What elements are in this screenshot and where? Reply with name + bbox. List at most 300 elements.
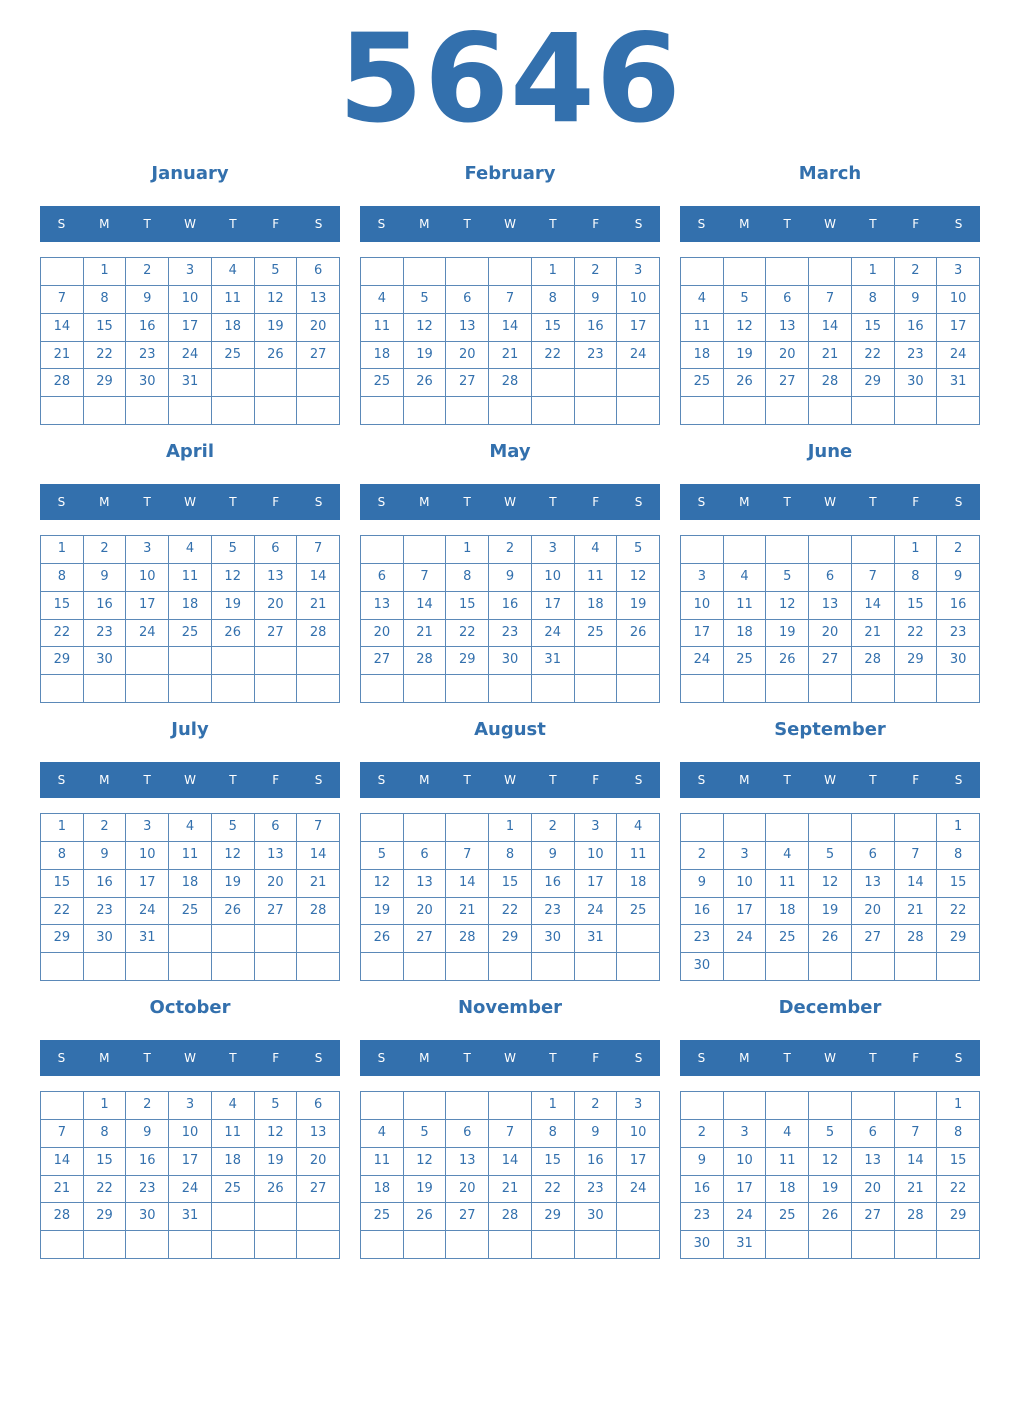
empty-cell	[297, 369, 340, 397]
day-grid	[680, 535, 980, 703]
day-cell: 24	[532, 620, 575, 648]
empty-cell	[404, 536, 447, 564]
day-cell: 25	[617, 898, 660, 926]
day-cell: 28	[852, 647, 895, 675]
day-cell: 3	[126, 536, 169, 564]
day-cell: 25	[361, 369, 404, 397]
day-cell: 24	[617, 342, 660, 370]
empty-cell	[84, 1231, 127, 1259]
day-grid	[360, 1091, 660, 1259]
empty-cell	[575, 397, 618, 425]
day-cell: 14	[489, 1148, 532, 1176]
day-cell: 17	[575, 870, 618, 898]
weekday-label: T	[783, 495, 791, 509]
day-cell: 17	[169, 314, 212, 342]
day-cell: 11	[766, 870, 809, 898]
month-name: February	[464, 163, 556, 184]
day-cell: 5	[255, 258, 298, 286]
day-cell: 29	[446, 647, 489, 675]
day-cell: 16	[575, 1148, 618, 1176]
empty-cell	[681, 397, 724, 425]
weekday-label: F	[272, 217, 280, 231]
day-grid	[680, 257, 980, 425]
day-cell: 18	[212, 1148, 255, 1176]
day-cell: 16	[84, 592, 127, 620]
empty-cell	[446, 1231, 489, 1259]
empty-cell	[617, 1231, 660, 1259]
day-cell: 28	[895, 1203, 938, 1231]
empty-cell	[404, 953, 447, 981]
day-cell: 24	[724, 925, 767, 953]
day-cell: 18	[575, 592, 618, 620]
day-cell: 5	[361, 842, 404, 870]
empty-cell	[361, 258, 404, 286]
day-cell: 19	[212, 870, 255, 898]
weekday-label: T	[869, 773, 877, 787]
empty-cell	[404, 1231, 447, 1259]
day-cell: 30	[895, 369, 938, 397]
day-cell: 26	[617, 620, 660, 648]
day-cell: 10	[169, 1120, 212, 1148]
empty-cell	[852, 1231, 895, 1259]
weekday-label: S	[57, 495, 66, 509]
weekday-label: F	[912, 495, 920, 509]
empty-cell	[937, 675, 980, 703]
day-cell: 21	[809, 342, 852, 370]
weekday-label: F	[912, 217, 920, 231]
day-cell: 4	[169, 814, 212, 842]
day-cell: 23	[575, 342, 618, 370]
empty-cell	[297, 397, 340, 425]
day-cell: 2	[126, 258, 169, 286]
day-cell: 12	[212, 842, 255, 870]
day-grid	[40, 1091, 340, 1259]
day-cell: 22	[446, 620, 489, 648]
day-cell: 21	[404, 620, 447, 648]
month-name: November	[457, 997, 563, 1018]
empty-cell	[937, 953, 980, 981]
weekday-label: M	[419, 217, 430, 231]
empty-cell	[809, 1092, 852, 1120]
empty-cell	[724, 1092, 767, 1120]
empty-cell	[681, 258, 724, 286]
day-cell: 10	[126, 842, 169, 870]
day-cell: 16	[532, 870, 575, 898]
day-cell: 22	[41, 898, 84, 926]
day-cell: 12	[404, 1148, 447, 1176]
day-cell: 11	[169, 564, 212, 592]
day-cell: 7	[489, 286, 532, 314]
day-cell: 2	[681, 842, 724, 870]
day-cell: 16	[489, 592, 532, 620]
empty-cell	[169, 647, 212, 675]
day-cell: 22	[532, 342, 575, 370]
empty-cell	[361, 953, 404, 981]
day-cell: 3	[575, 814, 618, 842]
day-cell: 8	[446, 564, 489, 592]
day-cell: 24	[937, 342, 980, 370]
day-cell: 7	[41, 286, 84, 314]
weekday-label: T	[229, 217, 237, 231]
empty-cell	[681, 675, 724, 703]
weekday-label: S	[954, 773, 963, 787]
weekday-label: T	[869, 1051, 877, 1065]
weekday-label: T	[783, 217, 791, 231]
day-cell: 21	[852, 620, 895, 648]
day-cell: 13	[361, 592, 404, 620]
day-cell: 28	[41, 1203, 84, 1231]
day-cell: 26	[404, 1203, 447, 1231]
weekday-label: W	[824, 495, 836, 509]
day-cell: 6	[766, 286, 809, 314]
day-cell: 25	[169, 620, 212, 648]
day-cell: 22	[84, 342, 127, 370]
day-cell: 24	[575, 898, 618, 926]
day-cell: 18	[212, 314, 255, 342]
empty-cell	[169, 953, 212, 981]
day-cell: 25	[575, 620, 618, 648]
day-cell: 18	[766, 898, 809, 926]
day-cell: 29	[532, 1203, 575, 1231]
day-cell: 23	[126, 342, 169, 370]
weekday-label: T	[143, 773, 151, 787]
empty-cell	[895, 953, 938, 981]
day-cell: 12	[404, 314, 447, 342]
day-cell: 5	[617, 536, 660, 564]
day-cell: 3	[126, 814, 169, 842]
empty-cell	[126, 953, 169, 981]
day-cell: 9	[575, 286, 618, 314]
empty-cell	[617, 369, 660, 397]
day-cell: 29	[937, 1203, 980, 1231]
day-cell: 23	[126, 1176, 169, 1204]
weekday-label: M	[419, 495, 430, 509]
day-cell: 16	[575, 314, 618, 342]
day-cell: 4	[212, 1092, 255, 1120]
empty-cell	[212, 675, 255, 703]
weekday-label: S	[377, 495, 386, 509]
day-cell: 3	[617, 258, 660, 286]
day-cell: 23	[84, 620, 127, 648]
day-cell: 8	[489, 842, 532, 870]
empty-cell	[809, 953, 852, 981]
day-cell: 1	[446, 536, 489, 564]
day-cell: 13	[297, 1120, 340, 1148]
day-cell: 21	[41, 1176, 84, 1204]
day-cell: 1	[489, 814, 532, 842]
day-cell: 20	[852, 898, 895, 926]
weekday-header	[680, 1040, 980, 1076]
empty-cell	[532, 953, 575, 981]
empty-cell	[255, 925, 298, 953]
day-grid	[680, 813, 980, 981]
day-cell: 27	[852, 925, 895, 953]
day-cell: 7	[895, 1120, 938, 1148]
day-cell: 23	[937, 620, 980, 648]
day-cell: 16	[126, 1148, 169, 1176]
empty-cell	[297, 1231, 340, 1259]
day-cell: 13	[404, 870, 447, 898]
day-cell: 28	[446, 925, 489, 953]
day-cell: 29	[895, 647, 938, 675]
weekday-label: F	[592, 217, 600, 231]
empty-cell	[126, 1231, 169, 1259]
day-cell: 20	[255, 870, 298, 898]
empty-cell	[446, 814, 489, 842]
empty-cell	[489, 675, 532, 703]
weekday-label: S	[57, 773, 66, 787]
day-cell: 9	[575, 1120, 618, 1148]
day-cell: 11	[724, 592, 767, 620]
day-cell: 21	[895, 1176, 938, 1204]
day-cell: 13	[852, 1148, 895, 1176]
day-cell: 30	[681, 953, 724, 981]
empty-cell	[617, 1203, 660, 1231]
weekday-label: W	[184, 495, 196, 509]
empty-cell	[255, 1231, 298, 1259]
day-cell: 16	[895, 314, 938, 342]
day-cell: 17	[532, 592, 575, 620]
empty-cell	[895, 814, 938, 842]
weekday-label: W	[824, 217, 836, 231]
day-cell: 7	[41, 1120, 84, 1148]
empty-cell	[575, 369, 618, 397]
day-cell: 14	[895, 870, 938, 898]
empty-cell	[41, 953, 84, 981]
day-cell: 26	[255, 342, 298, 370]
day-cell: 15	[532, 1148, 575, 1176]
day-cell: 17	[169, 1148, 212, 1176]
day-cell: 12	[809, 870, 852, 898]
day-cell: 6	[255, 814, 298, 842]
weekday-label: M	[739, 495, 750, 509]
day-grid	[40, 257, 340, 425]
day-cell: 7	[809, 286, 852, 314]
day-cell: 30	[489, 647, 532, 675]
empty-cell	[617, 647, 660, 675]
weekday-label: W	[504, 217, 516, 231]
day-cell: 8	[532, 1120, 575, 1148]
day-cell: 2	[895, 258, 938, 286]
day-cell: 6	[809, 564, 852, 592]
weekday-label: W	[504, 773, 516, 787]
day-cell: 22	[937, 1176, 980, 1204]
empty-cell	[895, 675, 938, 703]
day-cell: 15	[532, 314, 575, 342]
empty-cell	[809, 814, 852, 842]
day-cell: 20	[361, 620, 404, 648]
day-cell: 6	[446, 286, 489, 314]
day-cell: 25	[212, 1176, 255, 1204]
day-cell: 14	[895, 1148, 938, 1176]
weekday-label: S	[314, 773, 323, 787]
empty-cell	[766, 258, 809, 286]
empty-cell	[361, 1092, 404, 1120]
day-cell: 8	[852, 286, 895, 314]
empty-cell	[212, 925, 255, 953]
day-cell: 12	[809, 1148, 852, 1176]
day-cell: 31	[937, 369, 980, 397]
day-cell: 7	[404, 564, 447, 592]
day-cell: 22	[489, 898, 532, 926]
day-cell: 28	[489, 1203, 532, 1231]
day-cell: 7	[297, 814, 340, 842]
day-cell: 1	[937, 1092, 980, 1120]
empty-cell	[852, 675, 895, 703]
empty-cell	[169, 1231, 212, 1259]
weekday-label: F	[592, 773, 600, 787]
weekday-label: W	[184, 1051, 196, 1065]
day-cell: 16	[681, 898, 724, 926]
day-cell: 3	[617, 1092, 660, 1120]
empty-cell	[255, 369, 298, 397]
empty-cell	[255, 397, 298, 425]
day-cell: 22	[852, 342, 895, 370]
weekday-label: W	[504, 1051, 516, 1065]
day-cell: 23	[681, 925, 724, 953]
day-cell: 11	[361, 1148, 404, 1176]
day-cell: 4	[169, 536, 212, 564]
day-cell: 12	[212, 564, 255, 592]
day-cell: 7	[297, 536, 340, 564]
day-cell: 29	[41, 647, 84, 675]
weekday-label: S	[697, 217, 706, 231]
empty-cell	[446, 1092, 489, 1120]
day-cell: 23	[575, 1176, 618, 1204]
day-cell: 11	[169, 842, 212, 870]
empty-cell	[404, 814, 447, 842]
weekday-header	[40, 762, 340, 798]
day-cell: 27	[446, 369, 489, 397]
day-cell: 5	[212, 814, 255, 842]
weekday-label: M	[419, 1051, 430, 1065]
empty-cell	[255, 675, 298, 703]
day-cell: 13	[446, 314, 489, 342]
empty-cell	[255, 953, 298, 981]
weekday-label: T	[229, 1051, 237, 1065]
day-cell: 27	[852, 1203, 895, 1231]
day-cell: 8	[532, 286, 575, 314]
weekday-header	[40, 1040, 340, 1076]
day-cell: 27	[297, 342, 340, 370]
day-cell: 21	[446, 898, 489, 926]
month-name: January	[151, 163, 229, 184]
day-cell: 26	[361, 925, 404, 953]
day-cell: 16	[937, 592, 980, 620]
weekday-label: W	[504, 495, 516, 509]
weekday-label: T	[783, 1051, 791, 1065]
day-cell: 2	[126, 1092, 169, 1120]
month-name: September	[774, 719, 886, 740]
day-cell: 14	[41, 314, 84, 342]
day-cell: 10	[617, 1120, 660, 1148]
day-cell: 27	[297, 1176, 340, 1204]
day-cell: 20	[446, 1176, 489, 1204]
day-cell: 10	[617, 286, 660, 314]
empty-cell	[212, 397, 255, 425]
day-cell: 23	[895, 342, 938, 370]
weekday-label: T	[463, 1051, 471, 1065]
day-cell: 9	[681, 1148, 724, 1176]
day-cell: 26	[809, 925, 852, 953]
day-cell: 10	[937, 286, 980, 314]
empty-cell	[724, 258, 767, 286]
day-cell: 17	[617, 1148, 660, 1176]
empty-cell	[41, 675, 84, 703]
empty-cell	[532, 675, 575, 703]
day-cell: 4	[361, 286, 404, 314]
day-cell: 17	[126, 870, 169, 898]
day-cell: 18	[169, 870, 212, 898]
day-cell: 31	[126, 925, 169, 953]
day-cell: 20	[809, 620, 852, 648]
empty-cell	[575, 1231, 618, 1259]
day-cell: 31	[169, 1203, 212, 1231]
empty-cell	[446, 953, 489, 981]
empty-cell	[446, 258, 489, 286]
day-cell: 11	[575, 564, 618, 592]
weekday-label: S	[954, 1051, 963, 1065]
month-name: August	[474, 719, 546, 740]
weekday-label: S	[314, 217, 323, 231]
empty-cell	[361, 397, 404, 425]
day-cell: 24	[169, 342, 212, 370]
empty-cell	[724, 953, 767, 981]
day-cell: 15	[489, 870, 532, 898]
weekday-label: S	[954, 495, 963, 509]
day-cell: 19	[255, 314, 298, 342]
empty-cell	[212, 369, 255, 397]
day-cell: 31	[169, 369, 212, 397]
empty-cell	[297, 953, 340, 981]
day-cell: 31	[575, 925, 618, 953]
day-grid	[360, 257, 660, 425]
day-cell: 10	[681, 592, 724, 620]
day-cell: 28	[297, 620, 340, 648]
day-cell: 1	[84, 258, 127, 286]
empty-cell	[724, 814, 767, 842]
day-cell: 19	[617, 592, 660, 620]
day-cell: 24	[126, 898, 169, 926]
weekday-label: M	[739, 773, 750, 787]
weekday-label: F	[272, 773, 280, 787]
day-cell: 11	[766, 1148, 809, 1176]
day-cell: 3	[937, 258, 980, 286]
day-cell: 30	[84, 925, 127, 953]
day-grid	[360, 813, 660, 981]
empty-cell	[937, 1231, 980, 1259]
empty-cell	[766, 953, 809, 981]
weekday-label: S	[57, 1051, 66, 1065]
day-cell: 17	[681, 620, 724, 648]
day-cell: 15	[937, 870, 980, 898]
empty-cell	[212, 1231, 255, 1259]
month-name: December	[778, 997, 882, 1018]
day-cell: 20	[852, 1176, 895, 1204]
weekday-label: S	[634, 495, 643, 509]
empty-cell	[766, 814, 809, 842]
day-cell: 19	[766, 620, 809, 648]
day-cell: 5	[724, 286, 767, 314]
day-cell: 17	[617, 314, 660, 342]
empty-cell	[617, 675, 660, 703]
empty-cell	[404, 675, 447, 703]
empty-cell	[126, 397, 169, 425]
weekday-label: T	[143, 1051, 151, 1065]
day-cell: 20	[766, 342, 809, 370]
day-cell: 25	[169, 898, 212, 926]
empty-cell	[489, 397, 532, 425]
